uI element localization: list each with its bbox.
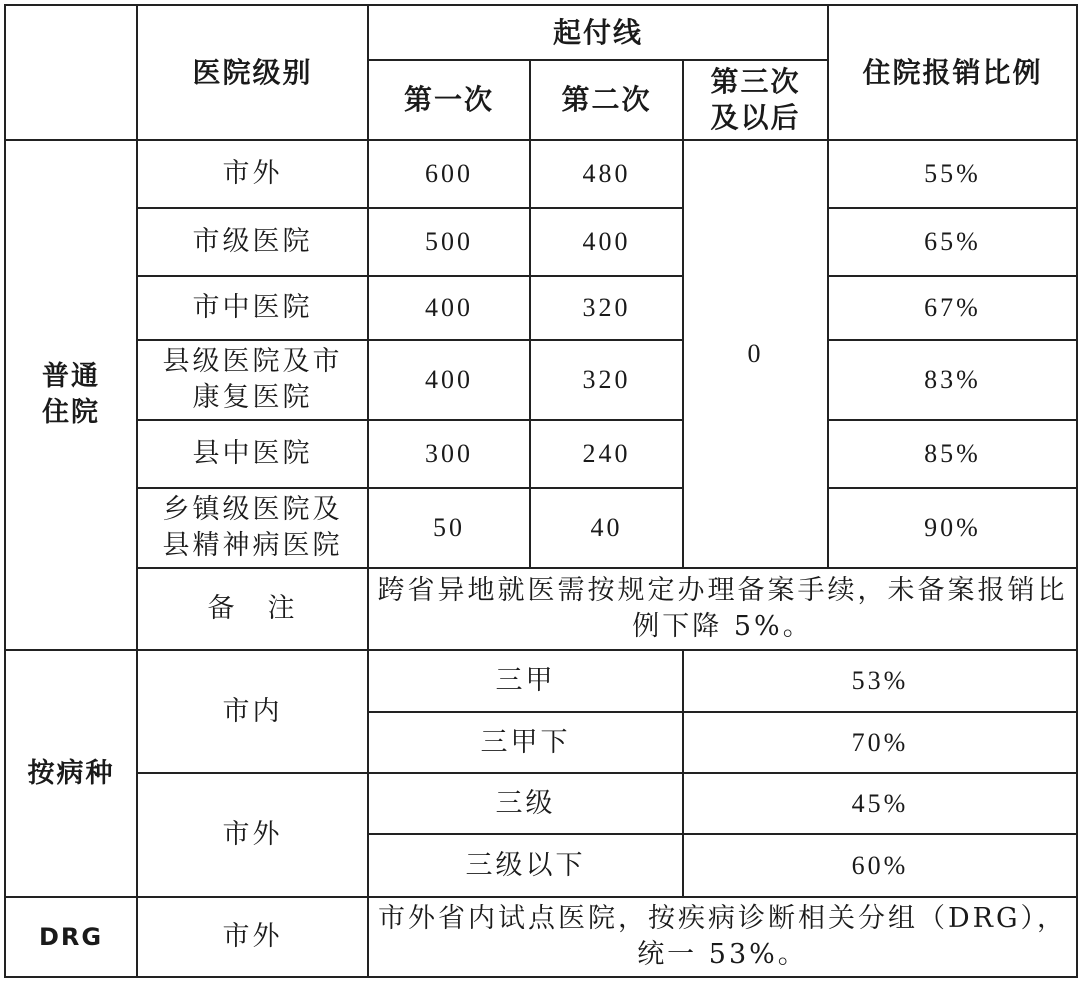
table-row: [5, 650, 1077, 712]
table-row: [5, 276, 1077, 340]
header-second: 第二次: [530, 60, 683, 140]
ratio-cell: 83%: [828, 340, 1077, 420]
header-ratio: 住院报销比例: [828, 5, 1077, 140]
second-deductible-cell: 320: [530, 276, 683, 340]
ratio-cell: 55%: [828, 140, 1077, 208]
drg-text: 市外省内试点医院，按疾病诊断相关分组（DRG），统一 53%。: [368, 897, 1077, 977]
hospital-level-cell: 市级医院: [137, 208, 368, 276]
disease-grade-cell: 三甲下: [368, 712, 683, 773]
first-deductible-cell: 600: [368, 140, 530, 208]
header-third: [683, 60, 828, 140]
ratio-cell: 85%: [828, 420, 1077, 488]
disease-grade-cell: 三级: [368, 773, 683, 834]
hospital-level-line2: 康复医院: [192, 382, 313, 413]
header-third-line1: 第三次: [710, 65, 801, 98]
first-deductible-cell: 400: [368, 276, 530, 340]
hospital-level-cell: 市中医院: [137, 276, 368, 340]
hospital-level-line2: 县精神病医院: [162, 530, 343, 561]
second-deductible-cell: 240: [530, 420, 683, 488]
second-deductible-cell: 400: [530, 208, 683, 276]
header-third-line2: 及以后: [710, 101, 801, 134]
table-row: [5, 140, 1077, 208]
ratio-cell: 67%: [828, 276, 1077, 340]
first-deductible-cell: 50: [368, 488, 530, 568]
first-deductible-cell: 400: [368, 340, 530, 420]
second-deductible-cell: 40: [530, 488, 683, 568]
disease-region-city-outer: 市外: [137, 773, 368, 897]
table-row: [5, 420, 1077, 488]
first-deductible-cell: 300: [368, 420, 530, 488]
hospital-level-cell: [137, 340, 368, 420]
ratio-cell: 90%: [828, 488, 1077, 568]
hospital-level-cell: [137, 488, 368, 568]
hospital-level-line1: 县级医院及市: [162, 346, 343, 377]
reimbursement-table: [4, 4, 1078, 978]
disease-region-city-inner: 市内: [137, 650, 368, 773]
remark-label: 备 注: [137, 568, 368, 650]
table-row: [5, 340, 1077, 420]
section-regular-line2: 住院: [42, 397, 100, 428]
disease-ratio-cell: 45%: [683, 773, 1077, 834]
hospital-level-cell: 市外: [137, 140, 368, 208]
header-hospital-level: 医院级别: [137, 5, 368, 140]
header-deductible: 起付线: [368, 5, 828, 60]
section-regular-line1: 普通: [42, 361, 100, 392]
disease-ratio-cell: 70%: [683, 712, 1077, 773]
disease-ratio-cell: 53%: [683, 650, 1077, 712]
header-first: 第一次: [368, 60, 530, 140]
table-row: [5, 488, 1077, 568]
table-row: [5, 773, 1077, 834]
ratio-cell: 65%: [828, 208, 1077, 276]
remark-text: 跨省异地就医需按规定办理备案手续，未备案报销比例下降 5%。: [368, 568, 1077, 650]
second-deductible-cell: 480: [530, 140, 683, 208]
disease-grade-cell: 三甲: [368, 650, 683, 712]
corner-cell: [5, 5, 137, 140]
drg-row: [5, 897, 1077, 977]
drg-region: 市外: [137, 897, 368, 977]
third-deductible-cell: 0: [683, 140, 828, 568]
hospital-level-cell: 县中医院: [137, 420, 368, 488]
table-row: [5, 208, 1077, 276]
hospital-level-line1: 乡镇级医院及: [162, 494, 343, 525]
disease-ratio-cell: 60%: [683, 834, 1077, 897]
section-by-disease: 按病种: [5, 650, 137, 897]
section-regular: [5, 140, 137, 650]
section-drg: DRG: [5, 897, 137, 977]
remark-row: [5, 568, 1077, 650]
disease-grade-cell: 三级以下: [368, 834, 683, 897]
second-deductible-cell: 320: [530, 340, 683, 420]
first-deductible-cell: 500: [368, 208, 530, 276]
